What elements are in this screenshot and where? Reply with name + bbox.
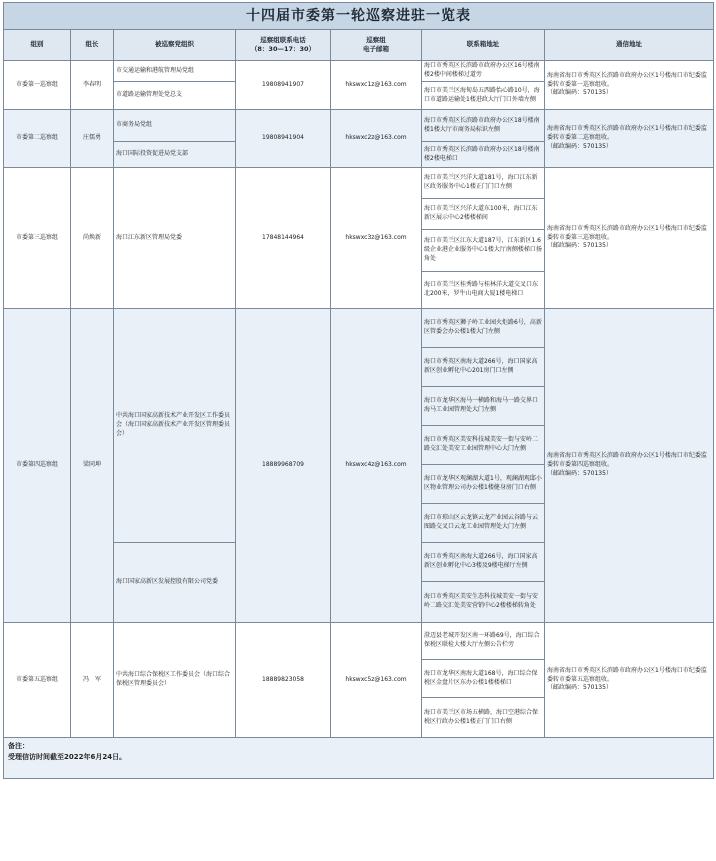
group-name: 市委第一巡察组 <box>4 61 71 110</box>
mailbox-address: 海口市秀英区南海大道266号，海口国家高新区创业孵化中心201房门口左侧 <box>422 348 545 387</box>
group-name: 市委第四巡察组 <box>4 309 71 623</box>
group-leader: 李春明 <box>71 61 114 110</box>
mailbox-address: 海口市美兰区江东大道187号，江东新区1.6级企业港企业服务中心1楼大厅南侧楼梯口扬角处 <box>422 230 545 272</box>
mailbox-address: 海口市龙华区海马一横路和海马一路交界口海马工业园管理处大门左侧 <box>422 387 545 426</box>
group-leader: 庄儒勇 <box>71 110 114 168</box>
table-row <box>4 168 714 199</box>
group-email: hkswxc5z@163.com <box>331 623 422 738</box>
mailbox-address: 海口市秀英区美安科技城美安一街与安岭二路交汇处美安工业园管理中心大门左侧 <box>422 426 545 465</box>
table-row <box>4 110 714 142</box>
group-leader: 梁同坤 <box>71 309 114 623</box>
table-row <box>4 309 714 348</box>
group-email: hkswxc2z@163.com <box>331 110 422 168</box>
group-email: hkswxc1z@163.com <box>331 61 422 110</box>
org-name: 海口江东新区管理局党委 <box>114 168 236 309</box>
table-row <box>4 61 714 82</box>
mailbox-address: 海口市美兰区兴洋大道181号，海口江东新区政务服务中心1楼正门门口左侧 <box>422 168 545 199</box>
postal-address: 海南省海口市秀英区长滨路市政府办公区1号楼海口市纪委监委转市委第二巡察组收。 （邮政编码：570135） <box>545 110 714 168</box>
group-email: hkswxc4z@163.com <box>331 309 422 623</box>
mailbox-address: 海口市琼山区云龙镇云龙产业园云谷路与云图路交叉口云龙工业园管理处大门左侧 <box>422 504 545 543</box>
group-name: 市委第五巡察组 <box>4 623 71 738</box>
group-leader: 尚焕新 <box>71 168 114 309</box>
org-name: 海口国际投资促进局党支部 <box>114 142 236 168</box>
notes <box>4 738 714 779</box>
notes-text: 受理信访时间截至2022年6月24日。 <box>8 753 127 762</box>
mailbox-address: 海口市秀英区长滨路市政府办公区18号楼南楼1楼大厅市商务局标识左侧 <box>422 110 545 142</box>
notes-label: 备注： <box>8 742 29 750</box>
header-row <box>4 30 714 61</box>
group-email: hkswxc3z@163.com <box>331 168 422 309</box>
org-name: 中共海口国家高新技术产业开发区工作委员会（海口国家高新技术产业开发区管理委员会） <box>114 309 236 543</box>
group-phone: 18889823058 <box>236 623 331 738</box>
org-name: 海口国家高新区发展控股有限公司党委 <box>114 543 236 623</box>
header-org: 被巡察党组织 <box>114 30 236 61</box>
mailbox-address: 海口市美兰区兴洋大道东100米，海口江东新区展示中心2楼楼梯间 <box>422 199 545 230</box>
mailbox-address: 澄迈县老城开发区南一环路69号，海口综合保税区联检大楼大厅左侧公告栏旁 <box>422 623 545 660</box>
header-leader: 组长 <box>71 30 114 61</box>
mailbox-address: 海口市秀英区狮子岭工业园火炬路6号，高新区管委会办公楼1楼大门左侧 <box>422 309 545 348</box>
org-name: 市道路运输管理处党总支 <box>114 82 236 110</box>
mailbox-address: 海口市龙华区观澜湖大道1号，观澜湖观邸小区物业管理公司办公楼1楼健身房门口右侧 <box>422 465 545 504</box>
postal-address: 海南省海口市秀英区长滨路市政府办公区1号楼海口市纪委监委转市委第一巡察组收。 （邮政编码：570135） <box>545 61 714 110</box>
group-name: 市委第二巡察组 <box>4 110 71 168</box>
group-phone: 17848144964 <box>236 168 331 309</box>
postal-address: 海南省海口市秀英区长滨路市政府办公区1号楼海口市纪委监委转市委第四巡察组收。 （邮政编码：570135） <box>545 309 714 623</box>
group-phone: 18889968709 <box>236 309 331 623</box>
header-email: 巡察组 电子邮箱 <box>331 30 422 61</box>
mailbox-address: 海口市秀英区南海大道266号，海口国家高新区创业孵化中心3楼及9楼电梯厅左侧 <box>422 543 545 582</box>
mailbox-address: 海口市秀英区美安生态科技城美安一街与安岭二路交汇处美安营销中心2楼楼梯转角处 <box>422 582 545 623</box>
mailbox-address: 海口市秀英区长滨路市政府办公区16号楼南楼2楼中间楼梯过道旁 <box>422 61 545 82</box>
org-name: 市交通运输和港航管理局党组 <box>114 61 236 82</box>
header-postal: 通信地址 <box>545 30 714 61</box>
mailbox-address: 海口市龙华区南海大道168号，海口综合保税区金盘片区东办公楼1楼楼梯口 <box>422 660 545 698</box>
postal-address: 海南省海口市秀英区长滨路市政府办公区1号楼海口市纪委监委转市委第三巡察组收。 （邮政编码：570135） <box>545 168 714 309</box>
group-phone: 19808941904 <box>236 110 331 168</box>
mailbox-address: 海口市美兰区桂秀路与桂林洋大道交叉口东北200米，罗牛山电商大厦1楼电梯口 <box>422 272 545 309</box>
mailbox-address: 海口市美兰区市场五横路，海口空港综合保税区行政办公楼1楼正门门口右侧 <box>422 698 545 738</box>
org-name: 市商务局党组 <box>114 110 236 142</box>
header-group: 组别 <box>4 30 71 61</box>
table-row <box>4 623 714 660</box>
patrol-table <box>3 2 714 779</box>
header-phone: 巡察组联系电话 （8：30—17：30） <box>236 30 331 61</box>
postal-address: 海南省海口市秀英区长滨路市政府办公区1号楼海口市纪委监委转市委第五巡察组收。 （邮政编码：570135） <box>545 623 714 738</box>
mailbox-address: 海口市美兰区海甸岛五西路怡心路10号，海口市道路运输处1楼进政大厅门口外墙左侧 <box>422 82 545 110</box>
group-phone: 19808941907 <box>236 61 331 110</box>
mailbox-address: 海口市秀英区长滨路市政府办公区18号楼南楼2楼电梯口 <box>422 142 545 168</box>
org-name: 中共海口综合保税区工作委员会（海口综合保税区管理委员会） <box>114 623 236 738</box>
header-mailbox: 联系箱地址 <box>422 30 545 61</box>
group-leader: 冯 军 <box>71 623 114 738</box>
page-title: 十四届市委第一轮巡察进驻一览表 <box>4 3 714 30</box>
group-name: 市委第三巡察组 <box>4 168 71 309</box>
